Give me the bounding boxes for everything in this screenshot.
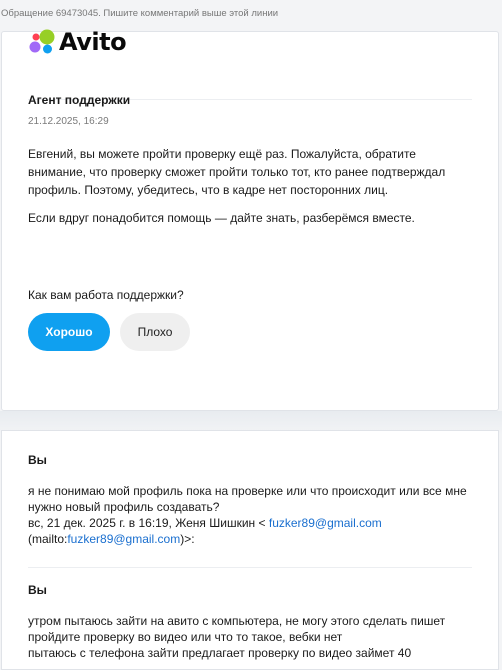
agent-author: Агент поддержки: [28, 93, 131, 107]
user-message-2-line-1: утром пытаюсь зайти на авито с компьютера, не могу этого сделать пишет пройдите проверку во видео или что то такое, вебки нет: [28, 614, 446, 644]
ticket-note: Обращение 69473045. Пишите комментарий выше этой линии: [1, 8, 279, 19]
rating-bad-button[interactable]: Плохо: [120, 313, 190, 351]
mailto-link[interactable]: fuzker89@gmail.com: [67, 532, 181, 546]
user-message-2-line-2: пытаюсь с телефона зайти предлагает проверку по видео займет 40: [28, 646, 412, 660]
avito-dots-icon: [28, 28, 55, 55]
rating-question: Как вам работа поддержки?: [28, 288, 184, 302]
agent-date: 21.12.2025, 16:29: [28, 116, 109, 127]
quote-header: [28, 515, 473, 531]
user-author: Вы: [28, 583, 47, 597]
user-message-2: [28, 613, 473, 661]
agent-paragraph-1: Евгений, вы можете пройти проверку ещё раз. Пожалуйста, обратите внимание, что проверку сможет пройти только тот, кто ранее подтверждал профиль. Поэтому, убедитесь, что в кадре нет посторонних лиц.: [28, 147, 446, 197]
rating-good-button[interactable]: Хорошо: [28, 313, 110, 351]
user-message-1-text: я не понимаю мой профиль пока на проверке или что происходит или все мне нужно новый профиль создавать?: [28, 484, 467, 514]
email-link[interactable]: fuzker89@gmail.com: [268, 516, 382, 530]
message-divider: [28, 567, 472, 568]
user-author: Вы: [28, 453, 47, 467]
mailto-prefix: (mailto:: [28, 532, 68, 546]
mailto-line: [28, 531, 473, 547]
mailto-suffix: )>:: [180, 532, 195, 546]
quote-prefix: вс, 21 дек. 2025 г. в 16:19, Женя Шишкин <: [28, 516, 269, 530]
avito-logo: [28, 28, 126, 55]
logo-wordmark: Avito: [59, 27, 127, 56]
agent-paragraph-2: Если вдруг понадобится помощь — дайте знать, разберёмся вместе.: [28, 211, 415, 225]
user-message-1: [28, 483, 473, 547]
